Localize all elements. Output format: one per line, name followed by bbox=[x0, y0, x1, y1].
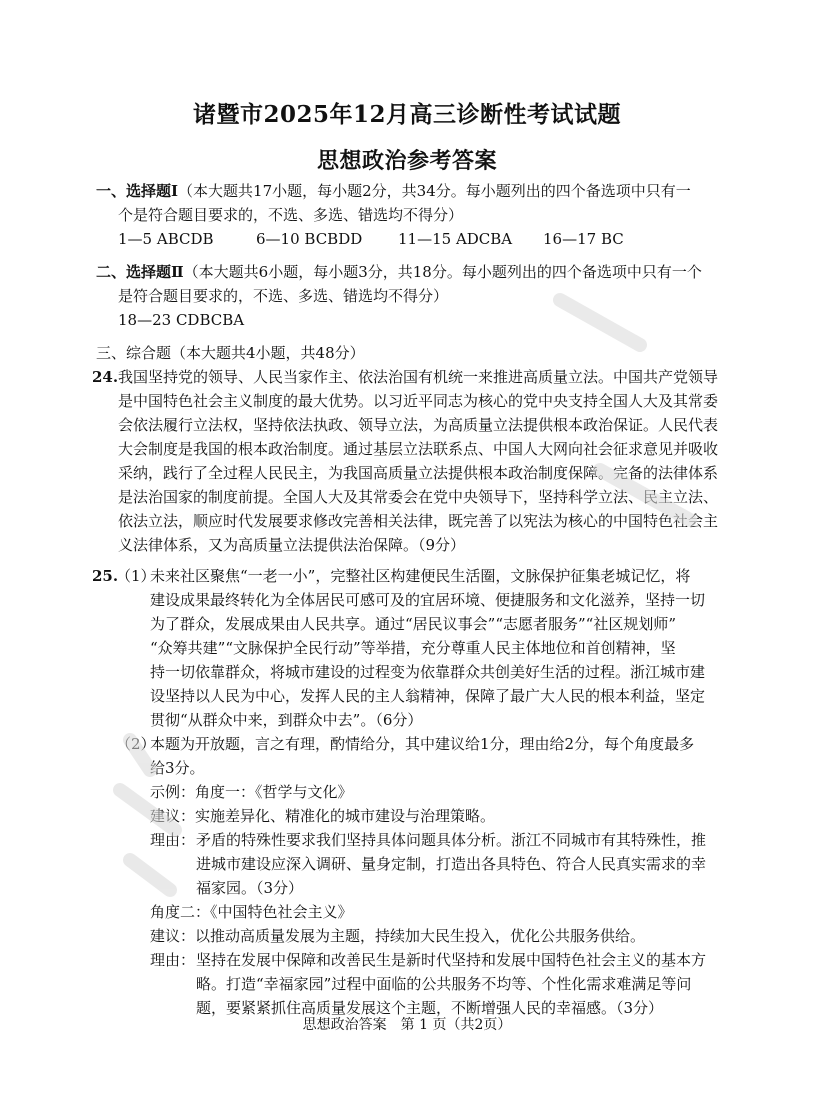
q24-line: 义法律体系，又为高质量立法提供法治保障。（9分） bbox=[118, 536, 466, 554]
q25-part1-line: 为了群众，发展成果由人民共享。通过“居民议事会”“志愿者服务”“社区规划师” bbox=[150, 615, 677, 633]
section-2-title: 二、选择题Ⅱ bbox=[96, 263, 184, 281]
q25-part1-line: 贯彻“从群众中来，到群众中去”。（6分） bbox=[150, 711, 423, 729]
q25-part1-line: “众筹共建”“文脉保护全民行动”等举措，充分尊重人民主体地位和首创精神，坚 bbox=[150, 639, 676, 657]
answer-group-2: 6—10 BCBDD bbox=[256, 230, 363, 248]
answer-subtitle: 思想政治参考答案 bbox=[316, 148, 497, 174]
q24-line: 依法立法，顺应时代发展要求修改完善相关法律，既完善了以宪法为核心的中国特色社会主 bbox=[118, 512, 719, 530]
q25-part2-label: （2） bbox=[116, 735, 156, 753]
q25-part1-line: 未来社区聚焦“一老一小”，完整社区构建便民生活圈，文脉保护征集老城记忆，将 bbox=[150, 567, 691, 585]
section-1-desc: （本大题共17小题，每小题2分，共34分。每小题列出的四个备选项中只有一 bbox=[178, 182, 691, 200]
q24-line: 会依法履行立法权，坚持依法执政、领导立法，为高质量立法提供根本政治保证。人民代表 bbox=[118, 416, 719, 434]
example-2-reason-line: 题，要紧紧抓住高质量发展这个主题，不断增强人民的幸福感。（3分） bbox=[196, 999, 664, 1017]
section-1-title: 一、选择题Ⅰ bbox=[96, 182, 179, 200]
q24-line: 大会制度是我国的根本政治制度。通过基层立法联系点、中国人大网向社会征求意见并吸收 bbox=[118, 440, 719, 458]
q25-part2-line: 本题为开放题，言之有理，酌情给分，其中建议给1分，理由给2分，每个角度最多 bbox=[150, 735, 695, 753]
exam-title: 诸暨市2025年12月高三诊断性考试试题 bbox=[192, 101, 622, 128]
example-1-reason-line: 进城市建设应深入调研、量身定制，打造出各具特色、符合人民真实需求的幸 bbox=[196, 855, 707, 873]
example-1-reason-line: 矛盾的特殊性要求我们坚持具体问题具体分析。浙江不同城市有其特殊性，推 bbox=[196, 831, 707, 849]
q25-part1-label: （1） bbox=[116, 567, 156, 585]
example-1-suggestion: 建议：实施差异化、精准化的城市建设与治理策略。 bbox=[150, 807, 496, 825]
answer-group-1: 1—5 ABCDB bbox=[118, 230, 214, 248]
q25-part1-line: 建设成果最终转化为全体居民可感可及的宜居环境、便捷服务和文化滋养，坚持一切 bbox=[150, 591, 706, 609]
q25-part1-line: 持一切依靠群众，将城市建设的过程变为依靠群众共创美好生活的过程。浙江城市建 bbox=[150, 663, 706, 681]
section-3-header bbox=[96, 343, 365, 363]
q25-part1-line: 设坚持以人民为中心，发挥人民的主人翁精神，保障了最广大人民的根本利益，坚定 bbox=[150, 687, 706, 705]
section-2-desc-cont: 是符合题目要求的，不选、多选、错选均不得分） bbox=[118, 287, 449, 305]
example-1-reason-line: 福家园。（3分） bbox=[196, 879, 304, 897]
page-footer: 思想政治答案 第 1 页（共2页） bbox=[302, 1017, 512, 1033]
section-3-desc: （本大题共4小题，共48分） bbox=[171, 344, 365, 362]
example-1-reason-label: 理由： bbox=[150, 831, 196, 849]
q24-number: 24. bbox=[92, 368, 119, 386]
section-3-title: 三、综合题 bbox=[96, 344, 172, 362]
q24-line: 采纳，践行了全过程人民民主，为我国高质量立法提供根本政治制度保障。完备的法律体系 bbox=[118, 464, 719, 482]
example-1-heading: 示例：角度一：《哲学与文化》 bbox=[150, 783, 353, 801]
example-2-reason-line: 略。打造“幸福家园”过程中面临的公共服务不均等、个性化需求难满足等问 bbox=[196, 975, 692, 993]
section-2-header bbox=[96, 262, 702, 282]
section-1-desc-cont: 个是符合题目要求的，不选、多选、错选均不得分） bbox=[118, 206, 464, 224]
q24-line: 是中国特色社会主义制度的最大优势。以习近平同志为核心的党中央支持全国人大及其常委 bbox=[118, 392, 719, 410]
section-2-desc: （本大题共6小题，每小题3分，共18分。每小题列出的四个备选项中只有一个 bbox=[183, 263, 702, 281]
example-2-suggestion: 建议：以推动高质量发展为主题，持续加大民生投入，优化公共服务供给。 bbox=[150, 927, 646, 945]
answer-group-4: 16—17 BC bbox=[543, 230, 624, 248]
q25-part2-line: 给3分。 bbox=[150, 759, 205, 777]
section-1-header bbox=[96, 181, 691, 201]
q24-line: 是法治国家的制度前提。全国人大及其常委会在党中央领导下，坚持科学立法、民主立法、 bbox=[118, 488, 719, 506]
answer-group-5: 18—23 CDBCBA bbox=[118, 311, 245, 329]
q25-number: 25. bbox=[92, 567, 119, 585]
answer-group-3: 11—15 ADCBA bbox=[398, 230, 513, 248]
example-2-reason-line: 坚持在发展中保障和改善民生是新时代坚持和发展中国特色社会主义的基本方 bbox=[196, 951, 707, 969]
example-2-heading: 角度二：《中国特色社会主义》 bbox=[150, 903, 353, 921]
example-2-reason-label: 理由： bbox=[150, 951, 196, 969]
q24-line: 我国坚持党的领导、人民当家作主、依法治国有机统一来推进高质量立法。中国共产党领导 bbox=[118, 368, 719, 386]
